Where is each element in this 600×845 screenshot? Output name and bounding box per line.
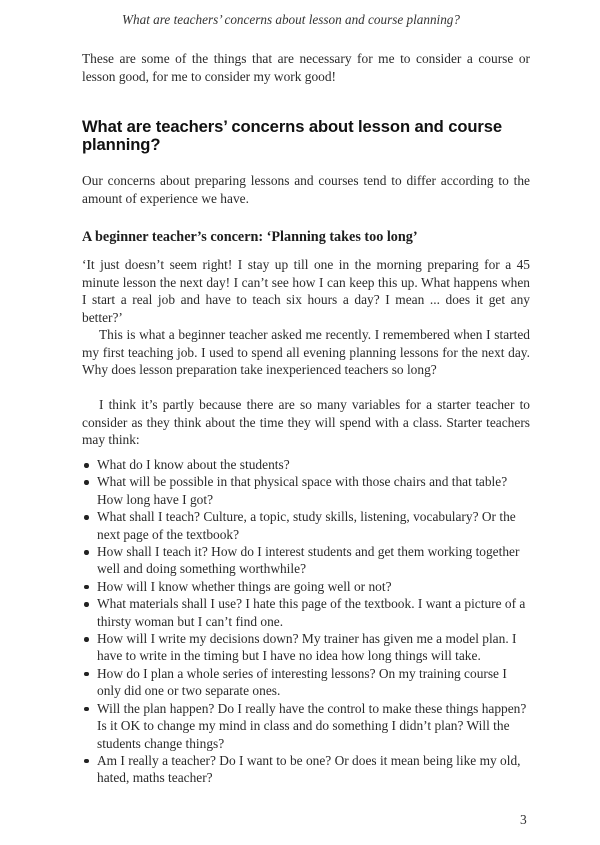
starter-teacher-questions-list (82, 456, 530, 787)
bullet-icon (84, 585, 89, 590)
subsection-heading: A beginner teacher’s concern: ‘Planning takes too long’ (82, 229, 418, 245)
intro-paragraph: These are some of the things that are necessary for me to consider a course or lesson good, for me to consider my work good! (82, 51, 530, 84)
body-paragraph-1: This is what a beginner teacher asked me recently. I remembered when I started my first teaching job. I used to spend all evening planning lessons for the next day. Why does lesson preparation take inexperienced teachers so long? (82, 327, 530, 377)
list-item: What will be possible in that physical space with those chairs and that table? How long have I got? (82, 473, 530, 508)
bullet-icon (84, 515, 89, 520)
bullet-icon (84, 707, 89, 712)
list-item: What shall I teach? Culture, a topic, study skills, listening, vocabulary? Or the next page of the textbook? (82, 508, 530, 543)
list-item: How do I plan a whole series of interesting lessons? On my training course I only did one or two separate ones. (82, 665, 530, 700)
section-heading: What are teachers’ concerns about lesson and course planning? (82, 117, 503, 154)
bullet-icon (84, 637, 89, 642)
list-item: What do I know about the students? (82, 456, 530, 473)
list-item: How will I write my decisions down? My trainer has given me a model plan. I have to write in the timing but I have no idea how long things will take. (82, 630, 530, 665)
list-item: How will I know whether things are going well or not? (82, 578, 530, 595)
bullet-icon (84, 602, 89, 607)
bullet-icon (84, 480, 89, 485)
list-item: Am I really a teacher? Do I want to be one? Or does it mean being like my old, hated, maths teacher? (82, 752, 530, 787)
section-paragraph: Our concerns about preparing lessons and courses tend to differ according to the amount of experience we have. (82, 173, 530, 206)
bullet-icon (84, 672, 89, 677)
bullet-icon (84, 759, 89, 764)
running-head: What are teachers’ concerns about lesson and course planning? (122, 12, 460, 27)
list-item: How shall I teach it? How do I interest students and get them working together well and doing something worthwhile? (82, 543, 530, 578)
bullet-icon (84, 550, 89, 555)
teacher-quote: ‘It just doesn’t seem right! I stay up till one in the morning preparing for a 45 minute lesson the next day! I can’t see how I can keep this up. What happens when I start a real job and have to teach six hours a day? I mean ... does it get any better?’ (82, 257, 530, 325)
list-item: What materials shall I use? I hate this page of the textbook. I want a picture of a thirsty woman but I can’t find one. (82, 595, 530, 630)
page-number: 3 (520, 812, 527, 827)
list-item: Will the plan happen? Do I really have the control to make these things happen? Is it OK to change my mind in class and do something I didn’t plan? Will the students change things? (82, 700, 530, 752)
bullet-icon (84, 463, 89, 468)
body-paragraph-2: I think it’s partly because there are so many variables for a starter teacher to consider as they think about the time they will spend with a class. Starter teachers may think: (82, 397, 530, 447)
